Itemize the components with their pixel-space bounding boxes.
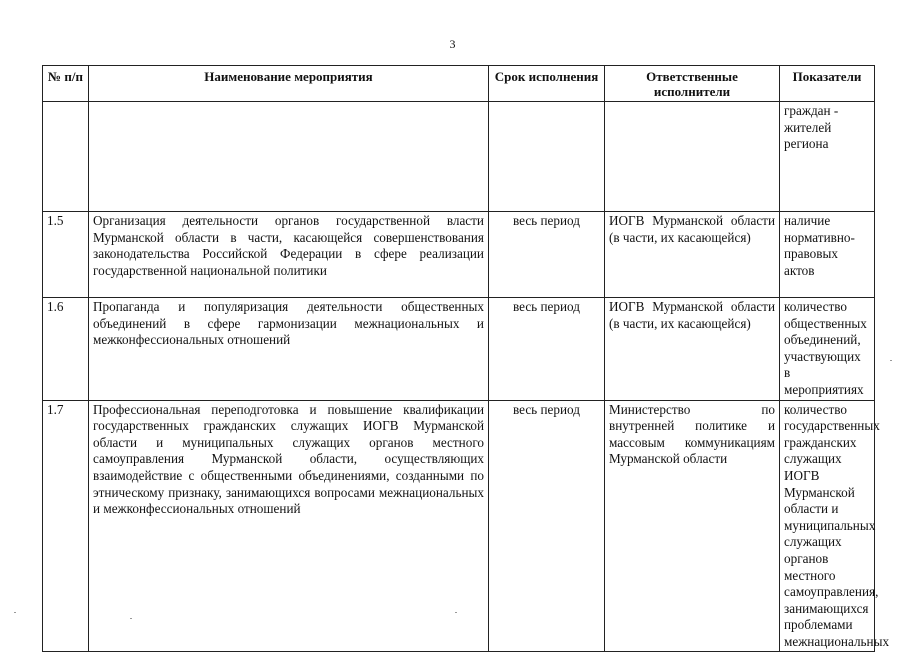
cell-indicators: количество государственных гражданских служащих ИОГВ Мурманской области и муниципальных служащих органов местного самоуправления, занимающихся проблемами межнациональных <box>780 400 875 652</box>
cell-num <box>43 102 89 212</box>
cell-executors: Министерство по внутренней политике и массовым коммуникациям Мурманской области <box>605 400 780 652</box>
header-indicators: Показатели <box>780 66 875 102</box>
cell-executors: ИОГВ Мурманской области (в части, их касающейся) <box>605 212 780 298</box>
events-table <box>42 65 890 652</box>
cell-executors <box>605 102 780 212</box>
scan-speck <box>890 360 892 361</box>
cell-indicators: граждан - жителей региона <box>780 102 875 212</box>
table-row <box>43 298 875 401</box>
cell-num: 1.5 <box>43 212 89 298</box>
table-row <box>43 212 875 298</box>
cell-num: 1.7 <box>43 400 89 652</box>
cell-name: Профессиональная переподготовка и повышение квалификации государственных гражданских служащих ИОГВ Мурманской области и муниципальных служащих органов местного самоуправления Мурманской области, осуществляющих взаимодействие с общественными объединениями, созданными по этническому признаку, занимающихся вопросами межнациональных и межконфессиональных отношений <box>89 400 489 652</box>
scan-speck <box>14 612 16 613</box>
cell-term: весь период <box>489 298 605 401</box>
page-number: 3 <box>449 37 456 51</box>
header-num: № п/п <box>43 66 89 102</box>
cell-term <box>489 102 605 212</box>
cell-term: весь период <box>489 400 605 652</box>
scan-speck <box>455 612 457 613</box>
cell-indicators: количество общественных объединений, участвующих в мероприятиях <box>780 298 875 401</box>
cell-num: 1.6 <box>43 298 89 401</box>
cell-name <box>89 102 489 212</box>
header-term: Срок исполнения <box>489 66 605 102</box>
cell-term: весь период <box>489 212 605 298</box>
cell-indicators: наличие нормативно-правовых актов <box>780 212 875 298</box>
cell-name: Пропаганда и популяризация деятельности общественных объединений в сфере гармонизации межнациональных и межконфессиональных отношений <box>89 298 489 401</box>
table-header-row <box>43 66 875 102</box>
table-row <box>43 102 875 212</box>
header-executors: Ответственные исполнители <box>605 66 780 102</box>
cell-name: Организация деятельности органов государственной власти Мурманской области в части, касающейся совершенствования законодательства Российской Федерации в сфере реализации государственной национальной политики <box>89 212 489 298</box>
table-row <box>43 400 875 652</box>
header-name: Наименование мероприятия <box>89 66 489 102</box>
scan-speck <box>130 618 132 619</box>
cell-executors: ИОГВ Мурманской области (в части, их касающейся) <box>605 298 780 401</box>
